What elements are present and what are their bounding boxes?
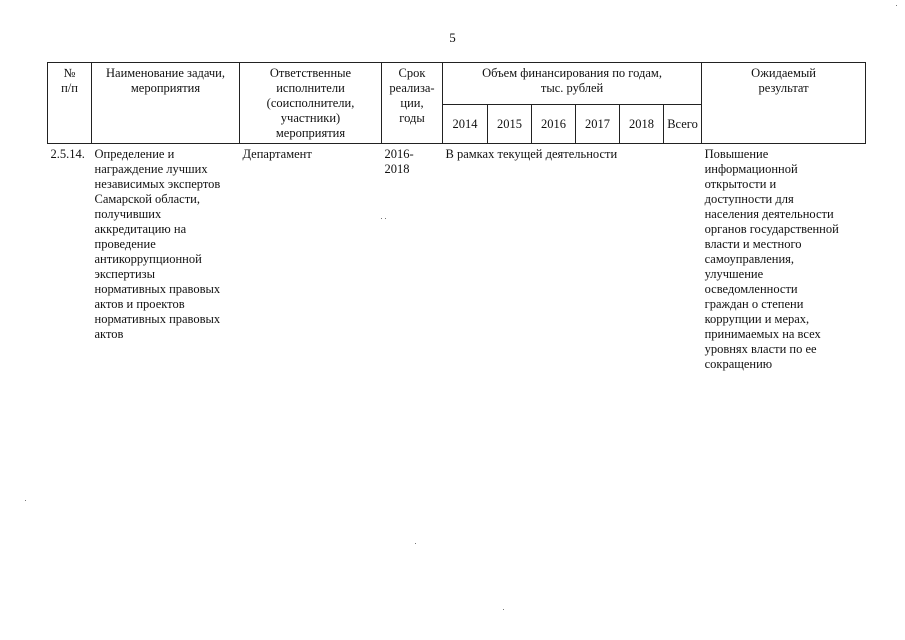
- header-year-2016: 2016: [532, 105, 576, 144]
- header-term: [382, 63, 443, 144]
- header-financing-label: Объем финансирования по годам, тыс. рублей: [482, 66, 662, 95]
- scan-speck: [385, 218, 386, 219]
- header-task-label: Наименование задачи, мероприятия: [106, 66, 225, 95]
- page-number: 5: [449, 30, 456, 45]
- row-executor: Департамент: [242, 147, 312, 161]
- header-executors-label: Ответственные исполнители (соисполнители, участники) мероприятия: [266, 66, 355, 140]
- header-num-label: № п/п: [61, 66, 78, 95]
- header-num: [48, 63, 92, 144]
- measures-table: [47, 62, 866, 372]
- row-num: 2.5.14.: [50, 147, 85, 161]
- row-term-text: 2016- 2018: [384, 147, 414, 176]
- row-financing: В рамках текущей деятельности: [445, 147, 618, 161]
- header-financing: [443, 63, 702, 105]
- scan-speck: [25, 500, 26, 501]
- header-year-total: Всего: [664, 105, 702, 144]
- scan-speck: [415, 543, 416, 544]
- table-row: [48, 144, 866, 373]
- header-result: [702, 63, 866, 144]
- row-task: [92, 144, 240, 373]
- header-year-2014: 2014: [443, 105, 488, 144]
- header-executors: [240, 63, 382, 144]
- table-header: [48, 63, 866, 144]
- header-result-label: Ожидаемый результат: [751, 66, 816, 95]
- header-year-2017: 2017: [576, 105, 620, 144]
- header-year-2015: 2015: [488, 105, 532, 144]
- row-task-text: Определение и награждение лучших независимых экспертов Самарской области, получивших аккредитацию на проведение антикоррупционной экспертизы нормативных правовых актов и проектов нормативных правовых актов: [94, 147, 221, 341]
- header-year-2018: 2018: [620, 105, 664, 144]
- header-term-label: Срок реализа- ции, годы: [389, 66, 435, 125]
- scan-speck: [381, 218, 382, 219]
- row-result: [702, 144, 866, 373]
- scan-speck: [503, 609, 504, 610]
- header-task: [92, 63, 240, 144]
- row-term: [382, 144, 443, 373]
- scan-speck: [896, 5, 897, 6]
- row-result-text: Повышение информационной открытости и доступности для населения деятельности органов государственной власти и местного самоуправления, улучшение осведомленности граждан о степени коррупции и мерах, принимаемых на всех уровнях власти по ее сокращению: [704, 147, 839, 371]
